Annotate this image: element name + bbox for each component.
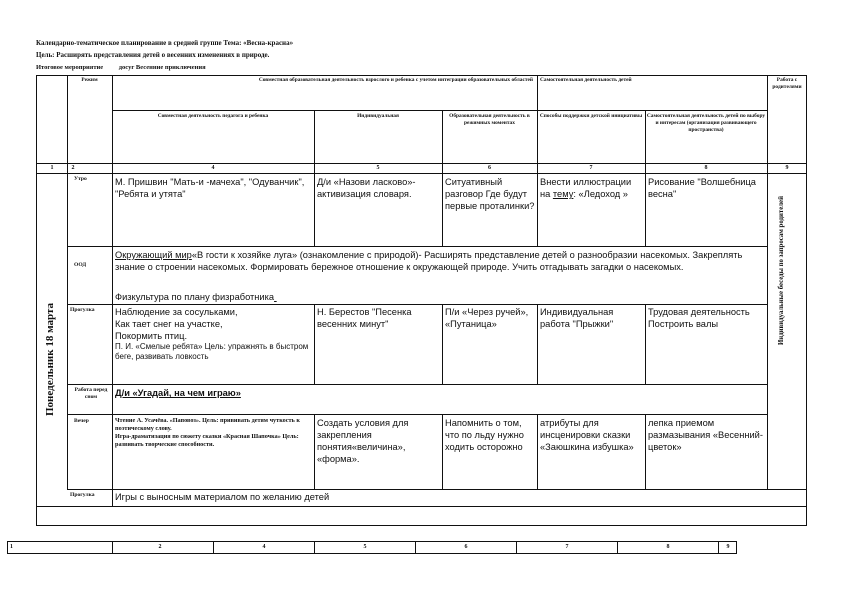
parents-work-text: Индивидуальные беседы по запросам родителей [778,196,785,345]
ood-text: «В гости к хозяйке луга» (ознакомление с природой)- Расширять представление детей о разнообразии насекомых. Закреплять знание о строении насекомых. Формировать бережное отношение к окружающей природе. Учить отгадывать загадки о насекомых. [115,250,743,273]
sub-header-ways: Способы поддержки детской инициативы [539,113,643,119]
day-label: Понедельник 18 марта [44,302,56,416]
sub-header-environment: Самостоятельная деятельность детей по выбору и интересам (организация развивающего пространства) [646,113,766,133]
walk-individual: Н. Берестов "Песенка весенних минут" [317,307,412,329]
walk-evening-games: Игры с выносным материалом по желанию детей [115,492,330,502]
morning-group: М. Пришвин "Мать-и -мачеха", "Одуванчик", "Ребята и утята" [115,177,305,199]
before-sleep-game: Д/и «Угадай, на чем играю» [115,388,241,398]
evening-moments: Напомнить о том, что по льду нужно ходить осторожно [445,418,524,452]
walk-observation-1: Наблюдение за сосульками, [115,307,238,317]
evening-individual: Создать условия для закрепления понятия«величина», «форма». [317,418,409,464]
evening-environment: лепка приемом размазывания «Весенний-цветок» [648,418,763,452]
col-number: 1 [50,165,54,171]
footer-number: 6 [464,544,468,550]
col-number: 9 [785,165,789,171]
morning-ways [540,176,642,200]
col-header-regime: Режим [81,77,98,83]
row-label-before-sleep: Работа перед сном [74,387,108,400]
footer-number: 2 [158,544,162,550]
col-number: 8 [704,165,708,171]
col-header-independent: Самостоятельная деятельность детей [540,77,632,83]
ood-content [115,249,763,273]
morning-ways-prefix: Внести иллюстрации на [540,177,632,199]
walk-observation-2: Как тает снег на участке, [115,319,223,329]
morning-environment: Рисование "Волшебница весна" [648,177,756,199]
row-label-walk-evening: Прогулка [70,492,95,498]
row-label-walk: Прогулка [70,307,95,313]
footer-number: 8 [666,544,670,550]
col-header-joint: Совместная образовательная деятельность взрослого и ребенка с учетом интеграции образовательных областей [258,77,533,83]
final-event-value: досуг Весенние приключения [118,64,206,71]
walk-group [115,306,311,361]
morning-individual: Д/и «Назови ласково»- активизация словаря. [317,177,416,199]
evening-ways: атрибуты для инсценировки сказки «Заюшкина избушка» [540,418,634,452]
morning-ways-link[interactable]: тему [552,189,574,199]
footer-number: 5 [363,544,367,550]
col-number: 5 [376,165,380,171]
col-number: 7 [589,165,593,171]
footer-number: 4 [262,544,266,550]
walk-environment: Трудовая деятельность Построить валы [648,307,750,329]
plan-title: Календарно-тематическое планирование в средней группе Тема: «Весна-красна» [36,39,294,47]
ood-physical-text: Физкультура по плану физработника [115,292,275,302]
sub-header-individual: Индивидуальная [357,113,399,119]
walk-moments: П/и «Через ручей», «Путаница» [445,307,529,329]
evening-reading: Чтение А. Усачёва. «Паповоз». Цель: прививать детям чуткость к поэтическому слову. [115,417,300,432]
col-number: 2 [71,165,75,171]
walk-observation-3: Покормить птиц. [115,331,188,341]
row-label-evening: Вечер [74,418,89,424]
ood-physical [115,291,515,303]
walk-ways: Индивидуальная работа "Прыжки" [540,307,614,329]
sub-header-group: Совместная деятельность педагога и ребенка [157,113,269,119]
morning-ways-suffix: : «Ледоход » [573,189,628,199]
plan-goal: Цель: Расширять представления детей о весенних изменениях в природе. [36,51,270,59]
morning-moments: Ситуативный разговор Где будут первые проталинки? [445,177,535,211]
col-number: 4 [211,165,215,171]
footer-number: 7 [565,544,569,550]
sub-header-moments: Образовательная деятельность в режимных моментах [449,113,530,126]
row-label-morning: Утро [74,176,87,182]
row-label-ood: ООД [74,262,87,268]
ood-subject-link[interactable]: Окружающий мир [115,250,192,260]
footer-number: 9 [726,544,730,550]
col-header-parents: Работа с родителями [772,77,802,90]
final-event-label: Итоговое мероприятие [36,64,104,71]
footer-number: 1 [10,544,13,550]
col-number: 6 [488,165,491,171]
evening-group [115,417,311,449]
walk-game: П. И. «Смелые ребята» Цель: упражнять в быстром беге, развивать ловкость [115,342,309,361]
evening-dramatization: Игра-драматизация по сюжету сказки «Красная Шапочка» Цель: развивать творческие способности. [115,433,299,448]
